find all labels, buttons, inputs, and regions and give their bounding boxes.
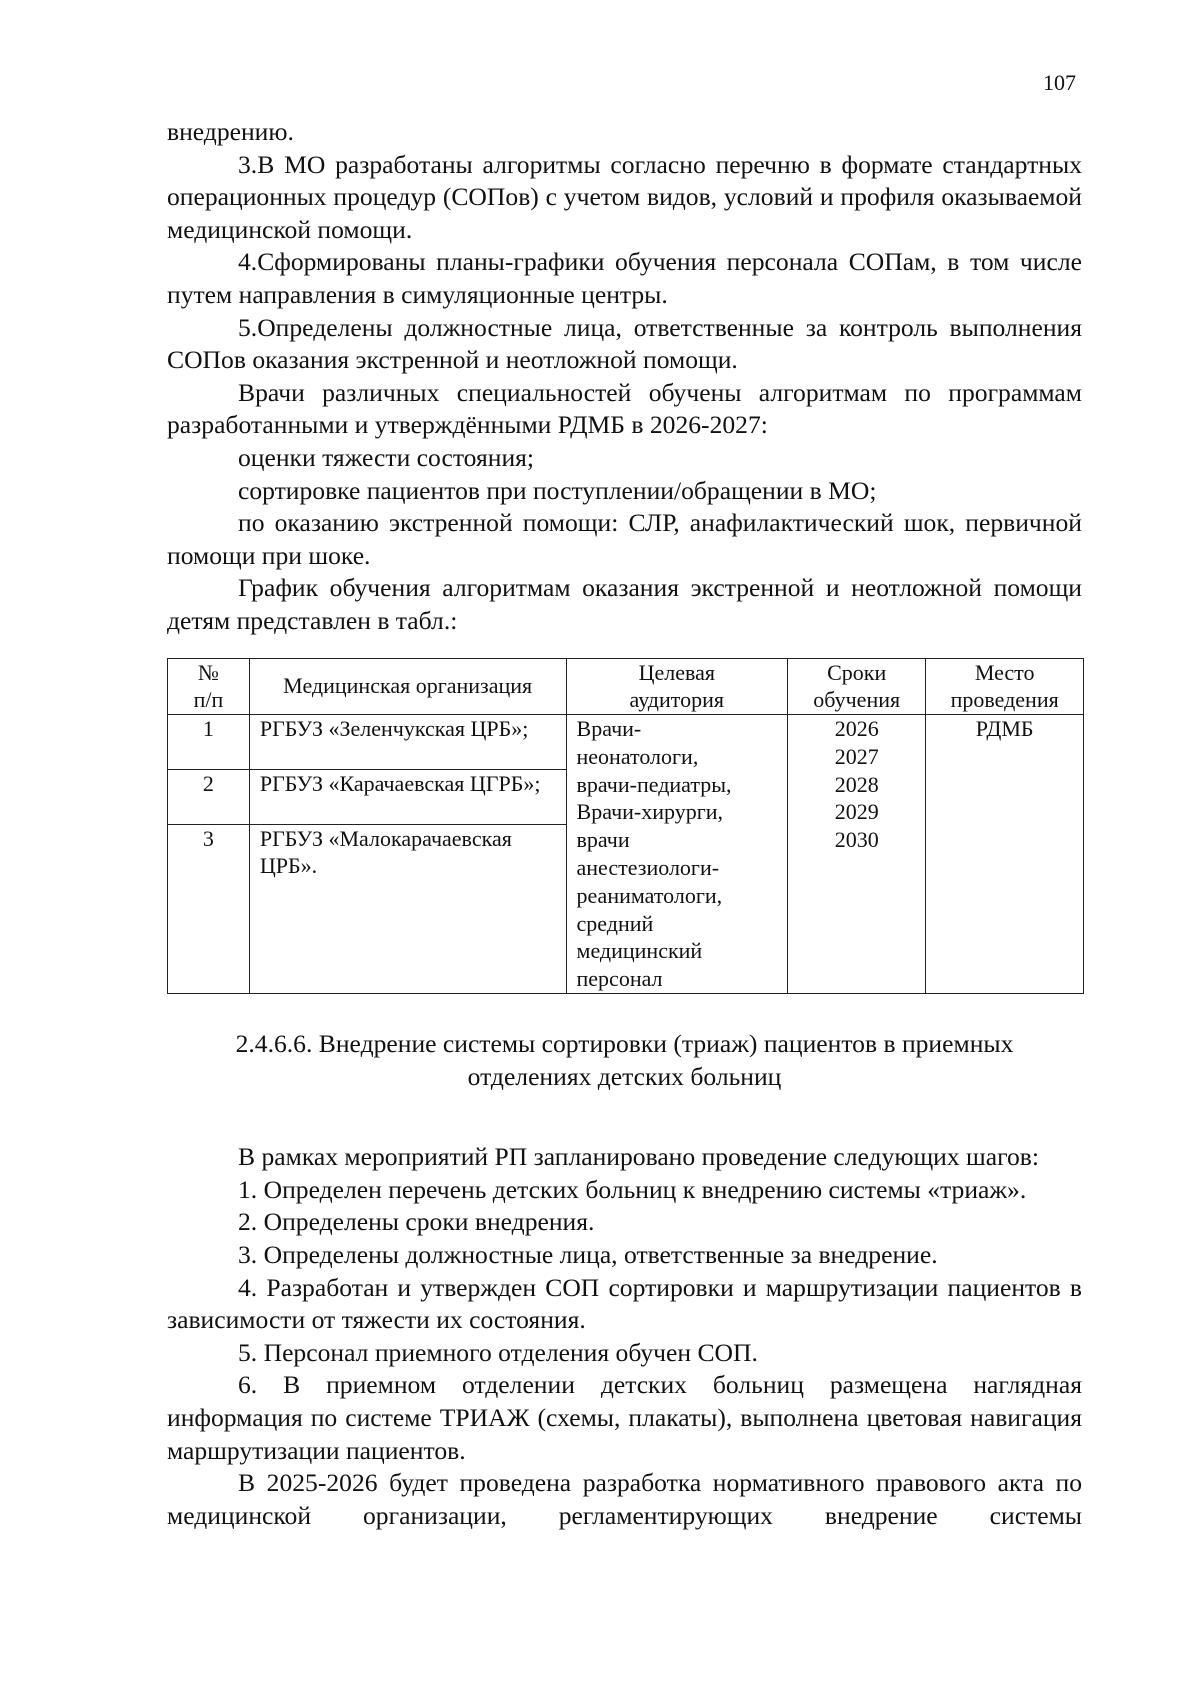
paragraph: Врачи различных специальностей обучены алгоритмам по программам разработанными и утверждёнными РДМБ в 2026-2027: — [167, 377, 1082, 440]
row-organization: РГБУЗ «Малокарачаевская ЦРБ». — [249, 824, 566, 993]
row-num: 3 — [168, 824, 250, 993]
section-heading: 2.4.6.6. Внедрение системы сортировки (триаж) пациентов в приемных отделениях детских больниц — [235, 1029, 1014, 1091]
row-organization: РГБУЗ «Карачаевская ЦГРБ»; — [249, 769, 566, 824]
paragraph: 4.Сформированы планы-графики обучения персонала СОПам, в том числе путем направления в симуляционные центры. — [167, 247, 1082, 309]
paragraph: внедрению. — [167, 117, 294, 146]
table-header-row — [168, 658, 1084, 715]
place-cell: РДМБ — [926, 715, 1084, 994]
header-place: Место проведения — [926, 658, 1084, 715]
paragraph: 3.В МО разработаны алгоритмы согласно перечню в формате стандартных операционных процедур (СОПов) с учетом видов, условий и профиля оказываемой медицинской помощи. — [167, 149, 1082, 244]
table-row — [168, 715, 1084, 770]
audience-cell: Врачи- неонатологи, врачи-педиатры, Врачи-хирурги, врачи анестезиологи- реаниматологи, средний медицинский персонал — [566, 715, 788, 994]
header-audience: Целевая аудитория — [566, 658, 788, 715]
header-terms: Сроки обучения — [788, 658, 926, 715]
paragraph: 4. Разработан и утвержден СОП сортировки и маршрутизации пациентов в зависимости от тяжести их состояния. — [167, 1272, 1082, 1335]
paragraph: 6. В приемном отделении детских больниц размещена наглядная информация по системе ТРИАЖ (схемы, плакаты), выполнена цветовая навигация маршрутизации пациентов. — [167, 1370, 1082, 1465]
paragraph: сортировке пациентов при поступлении/обращении в МО; — [238, 475, 877, 505]
training-schedule-table — [167, 658, 1084, 995]
row-num: 2 — [168, 769, 250, 824]
paragraph: 1. Определен перечень детских больниц к внедрению системы «триаж». — [238, 1174, 1027, 1204]
page-number: 107 — [1043, 70, 1076, 95]
row-organization: РГБУЗ «Зеленчукская ЦРБ»; — [249, 715, 566, 770]
paragraph: 5.Определены должностные лица, ответственные за контроль выполнения СОПов оказания экстренной и неотложной помощи. — [167, 312, 1082, 375]
paragraph: оценки тяжести состояния; — [238, 442, 535, 472]
paragraph: В рамках мероприятий РП запланировано проведение следующих шагов: — [238, 1142, 1039, 1172]
paragraph: В 2025-2026 будет проведена разработка нормативного правового акта по медицинской организации, регламентирующих внедрение системы — [167, 1468, 1082, 1530]
terms-cell: 2026 2027 2028 2029 2030 — [788, 715, 926, 994]
header-organization: Медицинская организация — [249, 658, 566, 715]
row-num: 1 — [168, 715, 250, 770]
paragraph: 3. Определены должностные лица, ответственные за внедрение. — [238, 1240, 938, 1270]
header-num: № п/п — [168, 658, 250, 715]
paragraph: График обучения алгоритмам оказания экстренной и неотложной помощи детям представлен в табл.: — [167, 573, 1082, 635]
paragraph: по оказанию экстренной помощи: СЛР, анафилактический шок, первичной помощи при шоке. — [167, 508, 1082, 570]
paragraph: 5. Персонал приемного отделения обучен СОП. — [238, 1337, 758, 1367]
document-body — [167, 116, 1082, 1532]
paragraph: 2. Определены сроки внедрения. — [238, 1207, 595, 1237]
